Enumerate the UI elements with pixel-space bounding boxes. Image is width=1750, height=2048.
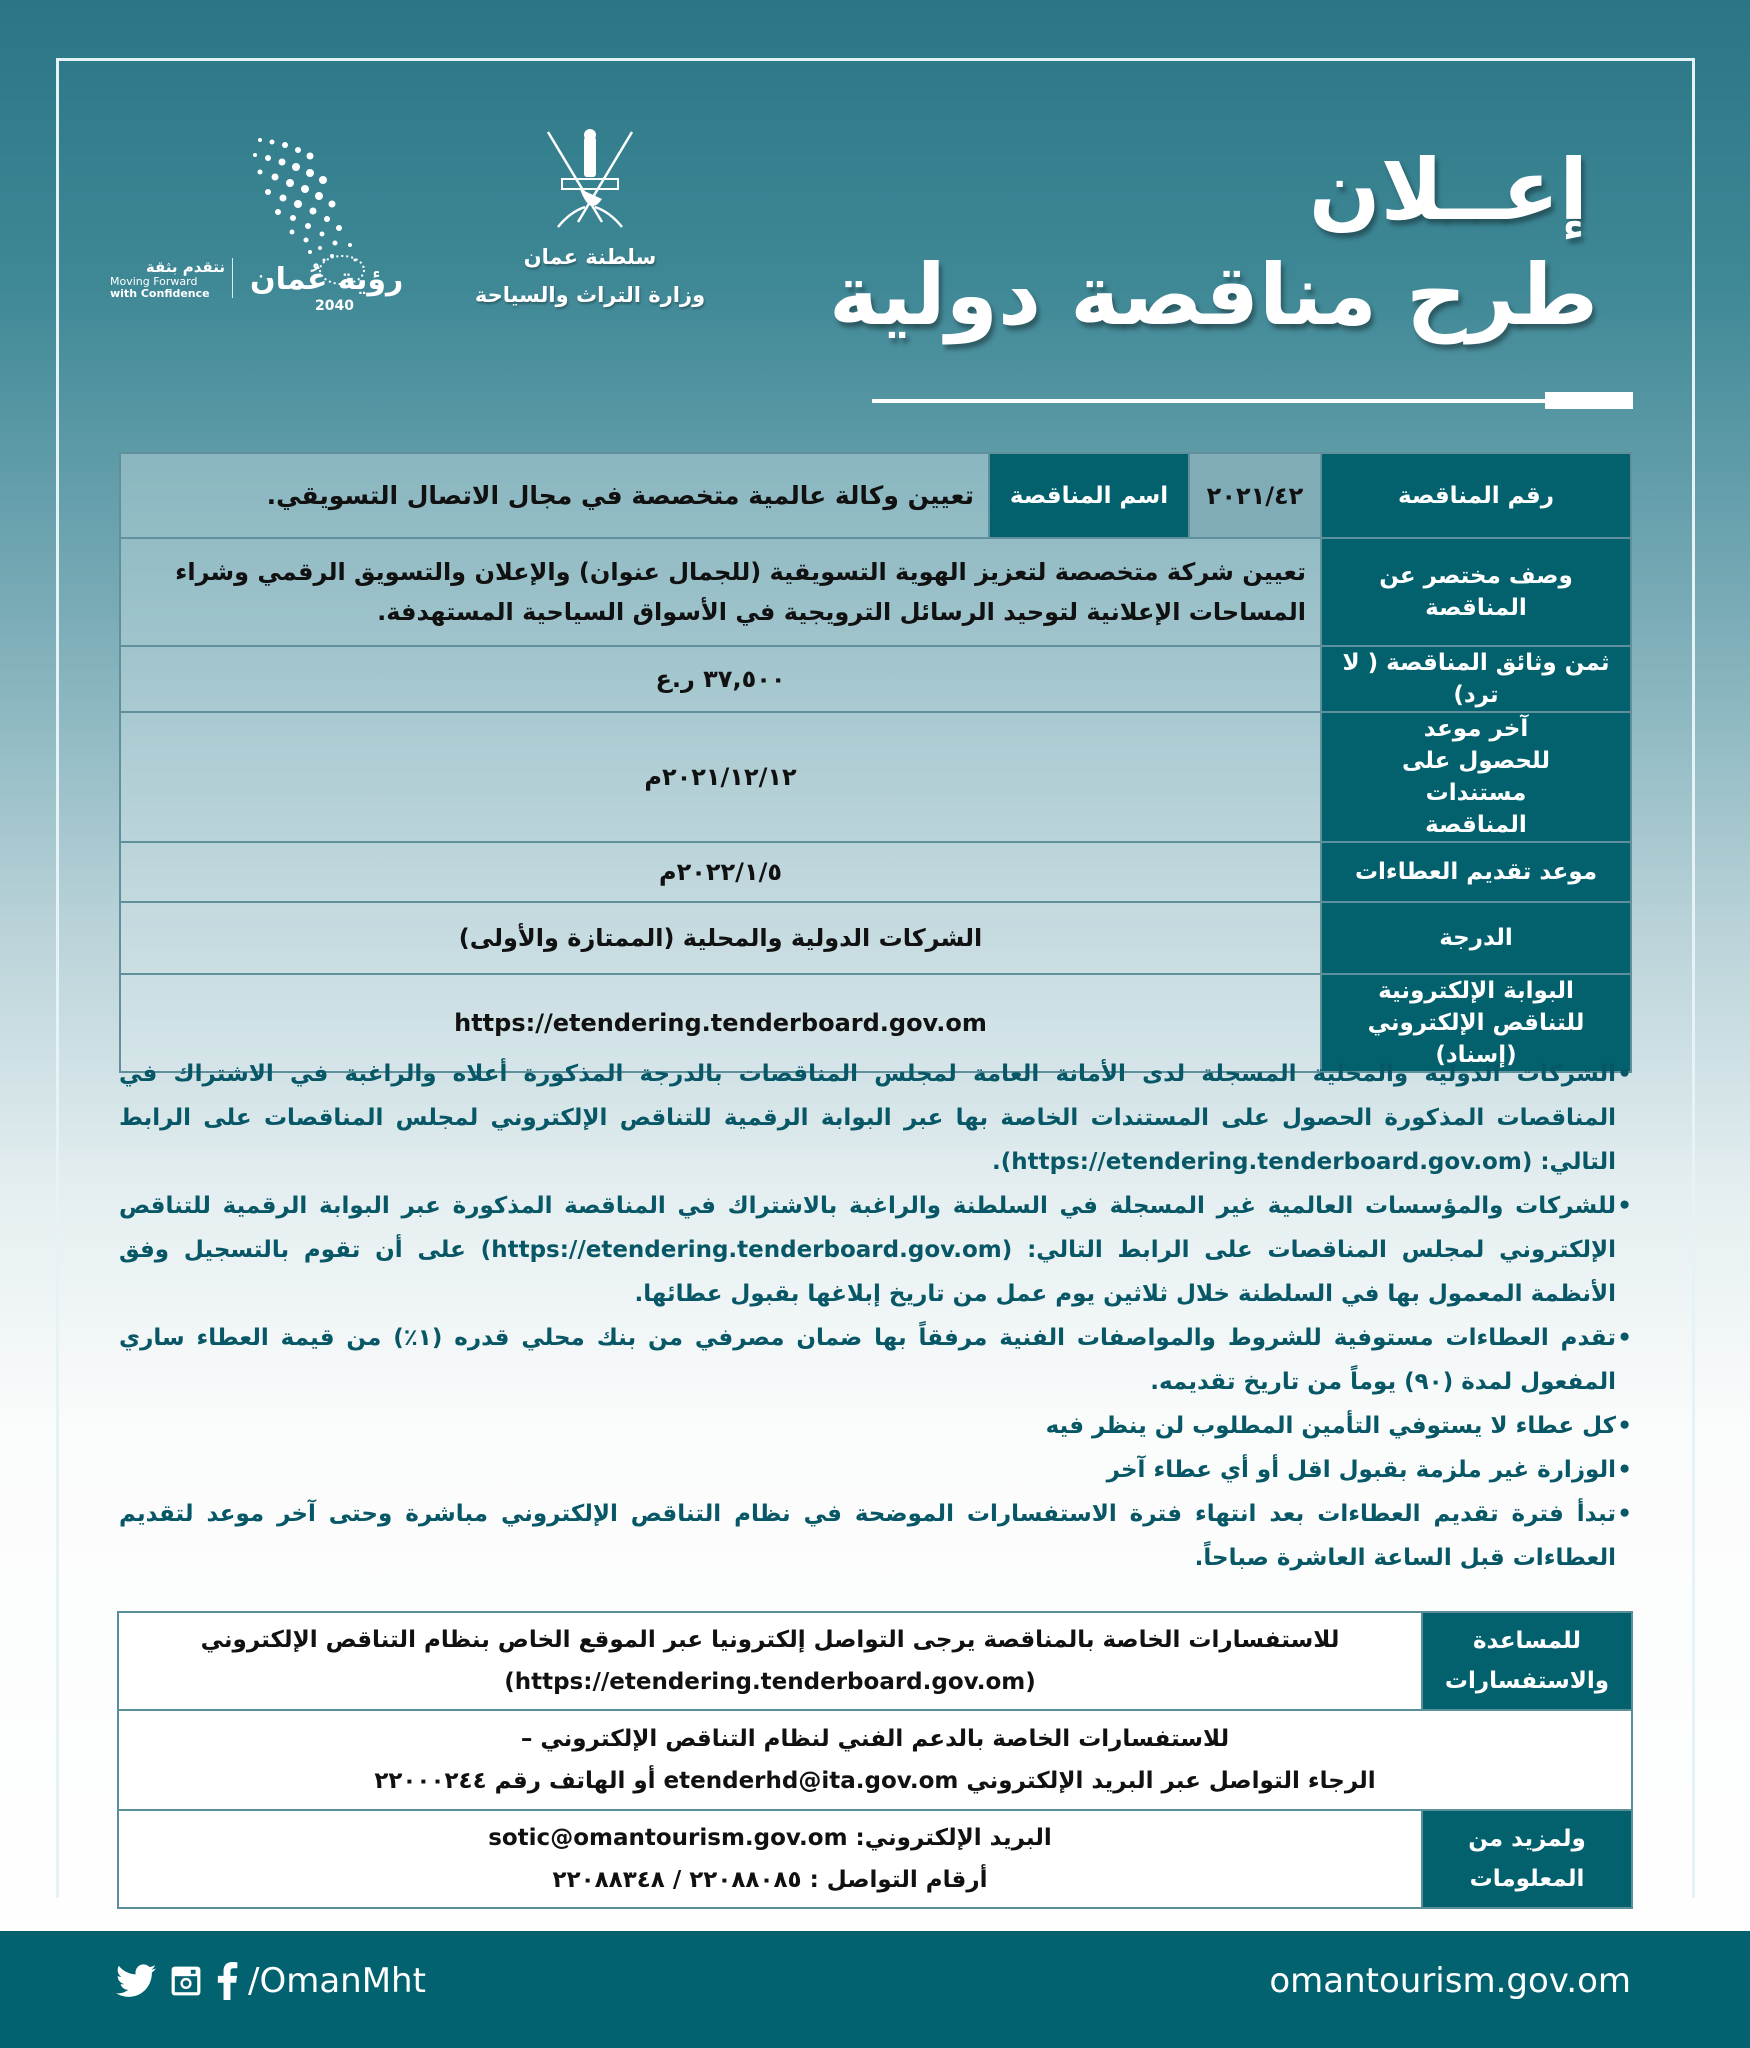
announcement-title (829, 140, 1598, 350)
vision-wordmark: رؤية عُمان (250, 262, 404, 297)
footer-bar (0, 1931, 1750, 2048)
support-text (118, 1710, 1632, 1810)
social-handle[interactable]: /OmanMht (248, 1961, 426, 2001)
more-info-label: ولمزيد من المعلومات (1422, 1810, 1632, 1908)
website-link[interactable]: omantourism.gov.om (1269, 1961, 1631, 2001)
vision-year: 2040 (315, 298, 354, 314)
list-item: • للشركات والمؤسسات العالمية غير المسجلة في السلطنة والراغبة بالاشتراك في المناقصة المذكورة عبر البوابة الرقمية للتناقص الإلكتروني لمجلس المناقصات على الرابط التالي: (https://etendering.tenderboard.gov.om) على أن تقوم بالتسجيل وفق الأنظمة المعمول بها في السلطنة خلال ثلاثين يوم عمل من تاريخ إبلاغها بقبول عطائها. (119, 1184, 1632, 1316)
table-row (120, 842, 1631, 902)
table-row (118, 1810, 1632, 1908)
instagram-icon[interactable] (170, 1965, 202, 1997)
info-phones: ٢٢٠٨٨٠٨٥ / ٢٢٠٨٨٣٤٨ (552, 1867, 802, 1893)
contact-table (117, 1611, 1633, 1909)
table-row (120, 646, 1631, 712)
tender-details-table (119, 452, 1632, 1073)
page-title: إعــلان (1308, 141, 1588, 239)
title-divider (872, 399, 1557, 403)
tender-name-label: اسم المناقصة (989, 453, 1189, 538)
info-email-line: البريد الإلكتروني: sotic@omantourism.gov.om (488, 1825, 1052, 1851)
tender-number-label: رقم المناقصة (1321, 453, 1631, 538)
vision-tagline: نتقدم بثقة Moving Forward with Confidence (110, 258, 225, 300)
list-item: • كل عطاء لا يستوفي التأمين المطلوب لن ينظر فيه (119, 1404, 1632, 1448)
sultanate-name: سلطنة عمان (523, 245, 657, 269)
support-line-2: الرجاء التواصل عبر البريد الإلكتروني etenderhd@ita.gov.om أو الهاتف رقم ٢٢٠٠٠٢٤٤ (374, 1768, 1376, 1794)
oman-emblem-icon (540, 127, 640, 242)
tender-name-value: تعيين وكالة عالمية متخصصة في مجال الاتصال التسويقي. (120, 453, 989, 538)
info-phone-line: أرقام التواصل : ٢٢٠٨٨٠٨٥ / ٢٢٠٨٨٣٤٨ (552, 1867, 988, 1893)
document-price-value: ٣٧,٥٠٠ ر.ع (120, 646, 1321, 712)
table-row (120, 712, 1631, 842)
more-info-text (118, 1810, 1422, 1908)
table-row (120, 902, 1631, 974)
grade-label: الدرجة (1321, 902, 1631, 974)
grade-value: الشركات الدولية والمحلية (الممتازة والأولى) (120, 902, 1321, 974)
table-row (120, 453, 1631, 538)
list-item: • الوزارة غير ملزمة بقبول اقل أو أي عطاء آخر (119, 1448, 1632, 1492)
tender-number-value: ٢٠٢١/٤٢ (1189, 453, 1321, 538)
table-row (118, 1710, 1632, 1810)
ministry-name: وزارة التراث والسياحة (474, 283, 706, 307)
table-row (118, 1612, 1632, 1710)
twitter-icon[interactable] (116, 1964, 156, 1998)
table-row (120, 538, 1631, 646)
help-label: للمساعدة والاستفسارات (1422, 1612, 1632, 1710)
list-item: • تبدأ فترة تقديم العطاءات بعد انتهاء فترة الاستفسارات الموضحة في نظام التناقص الإلكتروني مباشرة وحتى آخر موعد لتقديم العطاءات قبل الساعة العاشرة صباحاً. (119, 1492, 1632, 1580)
header-logos (110, 125, 730, 325)
help-text (118, 1612, 1422, 1710)
description-value: تعيين شركة متخصصة لتعزيز الهوية التسويقية (للجمال عنوان) والإعلان والتسويق الرقمي وشراء المساحات الإعلانية لتوحيد الرسائل الترويجية في الأسواق السياحية المستهدفة. (120, 538, 1321, 646)
list-item: • تقدم العطاءات مستوفية للشروط والمواصفات الفنية مرفقاً بها ضمان مصرفي من بنك محلي قدره (١٪) من قيمة العطاء ساري المفعول لمدة (٩٠) يوماً من تاريخ تقديمه. (119, 1316, 1632, 1404)
portal-label: البوابة الإلكترونية للتناقص الإلكتروني (إسناد) (1321, 974, 1631, 1072)
portal-link[interactable]: https://etendering.tenderboard.gov.om (120, 974, 1321, 1072)
oman-vision-2040-logo (110, 130, 440, 320)
list-item: • الشركات الدولية والمحلية المسجلة لدى الأمانة العامة لمجلس المناقصات بالدرجة المذكورة أعلاه والراغبة في الاشتراك في المناقصات المذكورة الحصول على المستندات الخاصة بها عبر البوابة الرقمية للتناقص الإلكتروني لمجلس المناقصات على الرابط التالي: (https://etendering.tenderboard.gov.om). (119, 1052, 1632, 1184)
vision-separator (232, 258, 233, 298)
info-email-link[interactable]: sotic@omantourism.gov.om (488, 1825, 848, 1851)
help-line-1: للاستفسارات الخاصة بالمناقصة يرجى التواصل إلكترونيا عبر الموقع الخاص بنظام التناقص الإلكتروني (200, 1627, 1340, 1653)
support-email-link[interactable]: etenderhd@ita.gov.om (663, 1768, 959, 1794)
docs-deadline-label: آخر موعد للحصول على مستندات المناقصة (1321, 712, 1631, 842)
description-label: وصف مختصر عن المناقصة (1321, 538, 1631, 646)
help-link[interactable]: (https://etendering.tenderboard.gov.om) (504, 1669, 1036, 1695)
ministry-logo (470, 125, 710, 325)
title-divider-accent (1545, 392, 1633, 409)
facebook-icon[interactable] (216, 1962, 238, 2000)
docs-deadline-value: ٢٠٢١/١٢/١٢م (120, 712, 1321, 842)
tender-notes-list (119, 1052, 1632, 1580)
submission-date-value: ٢٠٢٢/١/٥م (120, 842, 1321, 902)
support-line-1: للاستفسارات الخاصة بالدعم الفني لنظام التناقص الإلكتروني – (520, 1726, 1230, 1752)
document-price-label: ثمن وثائق المناقصة ( لا ترد) (1321, 646, 1631, 712)
page-subtitle: طرح مناقصة دولية (828, 246, 1598, 344)
submission-date-label: موعد تقديم العطاءات (1321, 842, 1631, 902)
social-links (116, 1959, 426, 2003)
